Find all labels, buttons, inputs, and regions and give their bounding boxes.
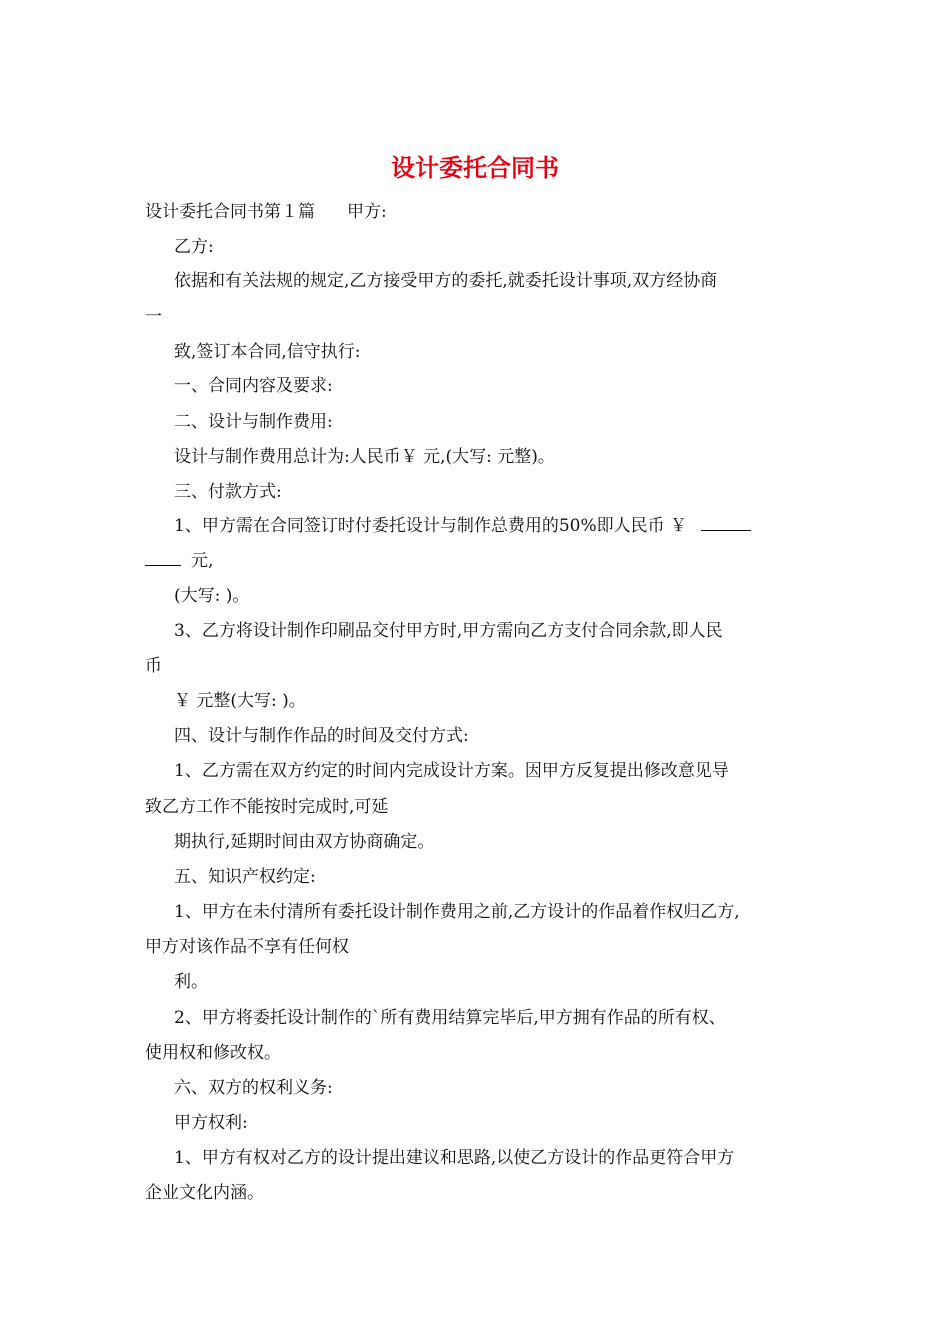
- party-a-label: 甲方:: [347, 202, 387, 222]
- fee-total-line: 设计与制作费用总计为:人民币￥ 元,(大写: 元整)。: [174, 447, 555, 467]
- amount-blank-line: [701, 514, 751, 531]
- intro-paragraph-line-2: 一: [145, 307, 162, 327]
- ip-clause-2-line-2: 使用权和修改权。: [145, 1043, 281, 1063]
- part-label: 设计委托合同书第１篇: [145, 202, 315, 222]
- section-heading-5: 五、知识产权约定:: [174, 867, 316, 887]
- payment-clause-1-line-3: (大写: )。: [174, 586, 250, 606]
- document-title: 设计委托合同书: [391, 153, 559, 182]
- delivery-clause-line-1: 1、乙方需在双方约定的时间内完成设计方案。因甲方反复提出修改意见导: [174, 761, 729, 781]
- party-b-label: 乙方:: [174, 237, 214, 257]
- rights-clause-1-line-1: 1、甲方有权对乙方的设计提出建议和思路,以使乙方设计的作品更符合甲方: [174, 1148, 735, 1168]
- intro-paragraph-line-3: 致,签订本合同,信守执行:: [174, 342, 361, 362]
- payment-clause-1-text: 1、甲方需在合同签订时付委托设计与制作总费用的50%即人民币 ￥: [174, 516, 688, 536]
- section-heading-3: 三、付款方式:: [174, 482, 282, 502]
- ip-clause-1-line-2: 甲方对该作品不享有任何权: [145, 937, 349, 957]
- ip-clause-2-line-1: 2、甲方将委托设计制作的`所有费用结算完毕后,甲方拥有作品的所有权、: [174, 1008, 726, 1028]
- delivery-clause-line-3: 期执行,延期时间由双方协商确定。: [174, 832, 435, 852]
- ip-clause-1-line-3: 利。: [174, 972, 208, 992]
- party-a-rights-heading: 甲方权利:: [174, 1113, 248, 1133]
- line-part-heading: [145, 200, 387, 224]
- section-heading-6: 六、双方的权利义务:: [174, 1078, 333, 1098]
- ip-clause-1-line-1: 1、甲方在未付清所有委托设计制作费用之前,乙方设计的作品着作权归乙方,: [174, 902, 740, 922]
- section-heading-1: 一、合同内容及要求:: [174, 376, 333, 396]
- amount-blank-line: [145, 549, 181, 566]
- delivery-clause-line-2: 致乙方工作不能按时完成时,可延: [145, 797, 389, 817]
- intro-paragraph-line-1: 依据和有关法规的规定,乙方接受甲方的委托,就委托设计事项,双方经协商: [174, 271, 718, 291]
- payment-clause-3-line-2: 币: [145, 656, 162, 676]
- section-heading-2: 二、设计与制作费用:: [174, 412, 333, 432]
- rights-clause-1-line-2: 企业文化内涵。: [145, 1183, 264, 1203]
- payment-clause-3-line-1: 3、乙方将设计制作印刷品交付甲方时,甲方需向乙方支付合同余款,即人民: [174, 621, 723, 641]
- payment-clause-1-line-1: [174, 514, 751, 538]
- payment-clause-1-line-2: [145, 549, 213, 573]
- payment-clause-3-line-3: ￥ 元整(大写: )。: [174, 691, 306, 711]
- payment-clause-1-unit: 元,: [191, 551, 214, 571]
- section-heading-4: 四、设计与制作作品的时间及交付方式:: [174, 726, 469, 746]
